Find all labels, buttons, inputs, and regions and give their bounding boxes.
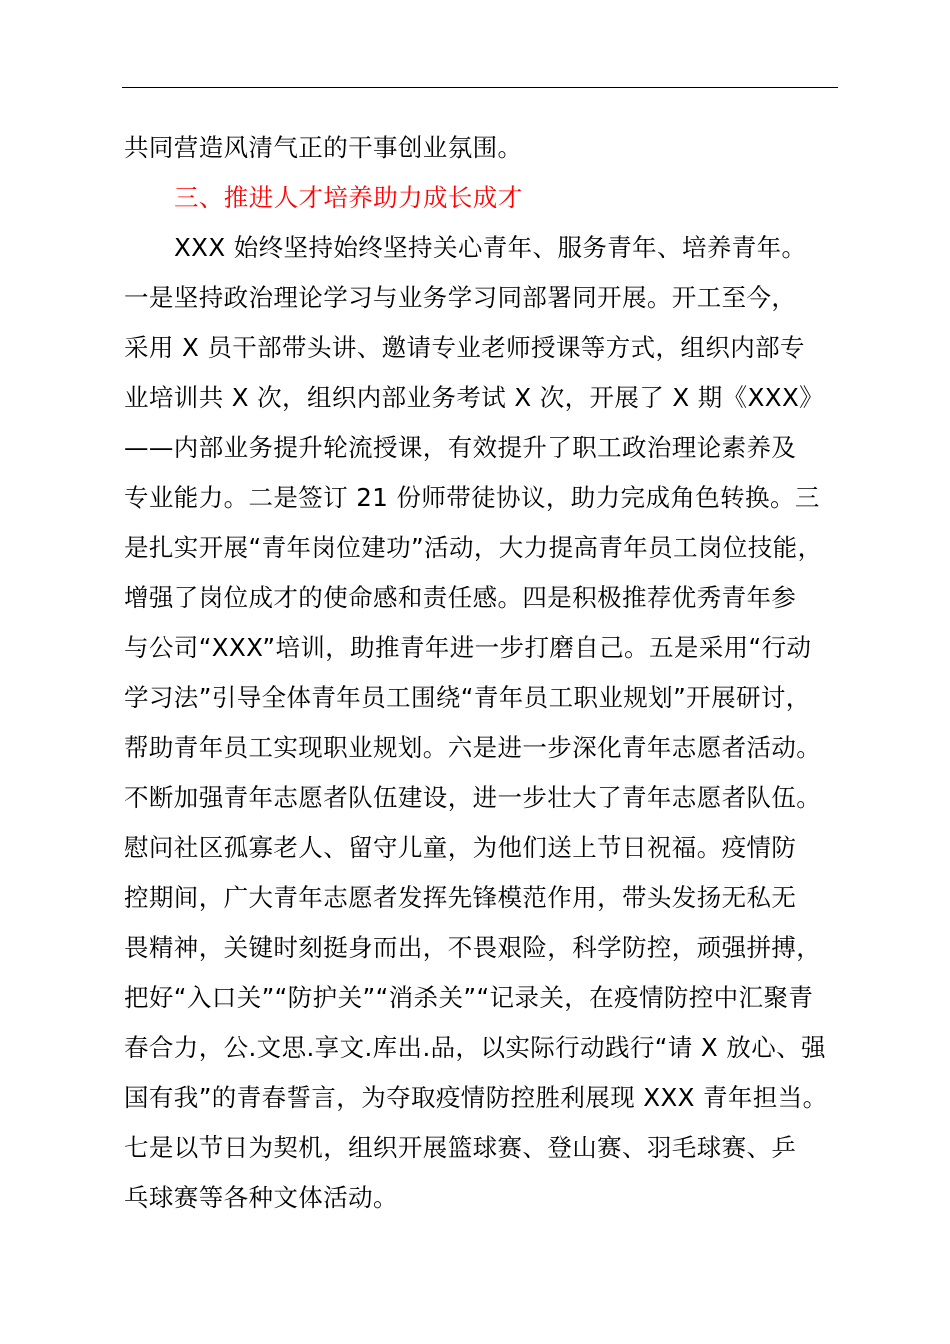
text-line: XXX 始终坚持始终坚持关心青年、服务青年、培养青年。 [174, 233, 807, 262]
text-line: 与公司“XXX”培训，助推青年进一步打磨自己。五是采用“行动 [124, 633, 812, 662]
text-line: 共同营造风清气正的干事创业氛围。 [124, 133, 523, 162]
text-line: 把好“入口关”“防护关”“消杀关”“记录关，在疫情防控中汇聚青 [124, 983, 814, 1012]
text-line: 七是以节日为契机，组织开展篮球赛、登山赛、羽毛球赛、乒 [124, 1133, 797, 1162]
text-line: 采用 X 员干部带头讲、邀请专业老师授课等方式，组织内部专 [124, 333, 805, 362]
header-rule [122, 87, 838, 88]
text-line: 帮助青年员工实现职业规划。六是进一步深化青年志愿者活动。 [124, 733, 822, 762]
text-line: ——内部业务提升轮流授课，有效提升了职工政治理论素养及 [124, 433, 797, 462]
text-line: 业培训共 X 次，组织内部业务考试 X 次，开展了 X 期《XXX》 [124, 383, 825, 412]
text-line: 控期间，广大青年志愿者发挥先锋模范作用，带头发扬无私无 [124, 883, 797, 912]
text-line: 春合力，公.文思.享文.库出.品，以实际行动践行“请 X 放心、强 [124, 1033, 826, 1062]
text-line: 一是坚持政治理论学习与业务学习同部署同开展。开工至今， [124, 283, 797, 312]
text-line: 增强了岗位成才的使命感和责任感。四是积极推荐优秀青年参 [124, 583, 797, 612]
text-line: 专业能力。二是签订 21 份师带徒协议，助力完成角色转换。三 [124, 483, 820, 512]
text-line: 畏精神，关键时刻挺身而出，不畏艰险，科学防控，顽强拼搏， [124, 933, 822, 962]
text-line: 是扎实开展“青年岗位建功”活动，大力提高青年员工岗位技能， [124, 533, 823, 562]
text-line: 学习法”引导全体青年员工围绕“青年员工职业规划”开展研讨， [124, 683, 811, 712]
text-line: 慰问社区孤寡老人、留守儿童，为他们送上节日祝福。疫情防 [124, 833, 797, 862]
text-line: 不断加强青年志愿者队伍建设，进一步壮大了青年志愿者队伍。 [124, 783, 822, 812]
section-heading: 三、推进人才培养助力成长成才 [174, 183, 523, 212]
text-line: 乓球赛等各种文体活动。 [124, 1183, 398, 1212]
text-line: 国有我”的青春誓言，为夺取疫情防控胜利展现 XXX 青年担当。 [124, 1083, 828, 1112]
